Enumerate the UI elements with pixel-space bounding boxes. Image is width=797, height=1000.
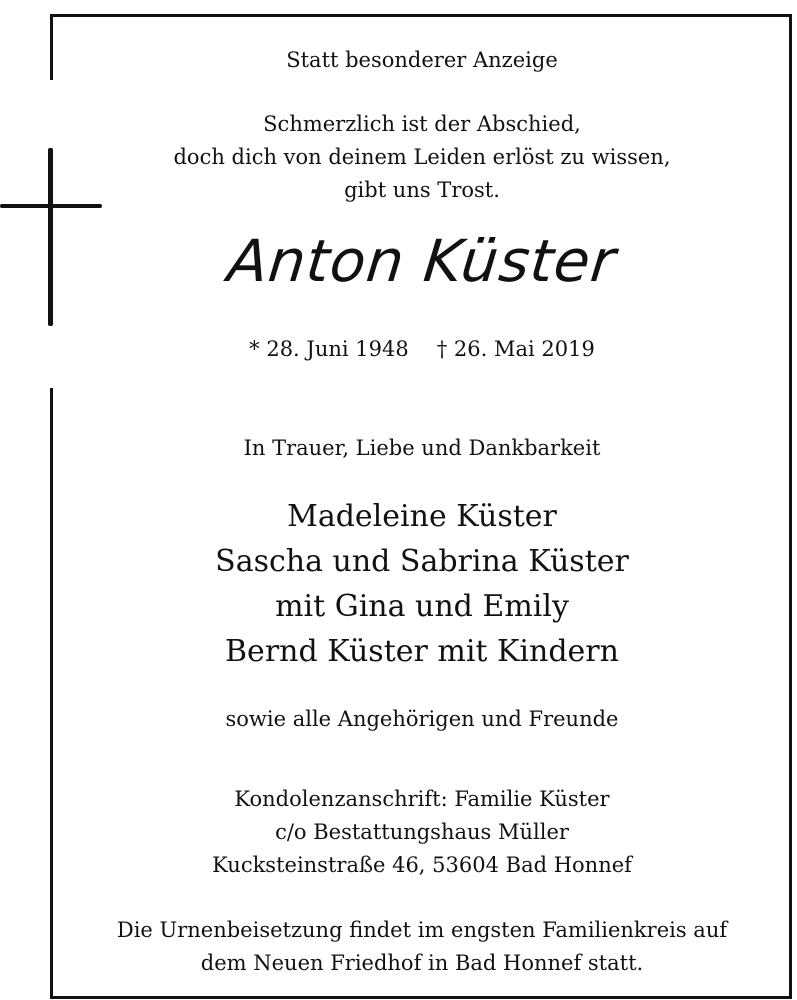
others-line: sowie alle Angehörigen und Freunde xyxy=(225,707,619,731)
quote xyxy=(52,108,792,207)
address-line: Kucksteinstraße 46, 53604 Bad Honnef xyxy=(212,853,632,877)
address-line: c/o Bestattungshaus Müller xyxy=(275,820,569,844)
burial-line: dem Neuen Friedhof in Bad Honnef statt. xyxy=(200,951,644,975)
family-member: Madeleine Küster xyxy=(287,499,557,534)
family-member: mit Gina und Emily xyxy=(275,589,569,624)
birth-date: * 28. Juni 1948 xyxy=(249,337,409,361)
quote-line: Schmerzlich ist der Abschied, xyxy=(263,112,581,136)
burial-note xyxy=(52,914,792,980)
frame-left-border-lower xyxy=(50,388,53,999)
life-dates xyxy=(52,333,792,366)
header-note: Statt besonderer Anzeige xyxy=(286,48,558,72)
frame-bottom-border xyxy=(52,996,792,999)
death-date: † 26. Mai 2019 xyxy=(436,337,595,361)
quote-line: doch dich von deinem Leiden erlöst zu wissen, xyxy=(173,145,671,169)
burial-line: Die Urnenbeisetzung findet im engsten Familienkreis auf xyxy=(116,918,728,942)
family-list xyxy=(52,494,792,674)
address-line: Kondolenzanschrift: Familie Küster xyxy=(234,787,610,811)
condolence-address xyxy=(52,783,792,882)
quote-line: gibt uns Trost. xyxy=(344,178,500,202)
deceased-name: Anton Küster xyxy=(224,227,620,295)
frame-top-border xyxy=(52,14,792,17)
mourning-line: In Trauer, Liebe und Dankbarkeit xyxy=(243,436,601,460)
family-member: Bernd Küster mit Kindern xyxy=(225,634,619,669)
family-member: Sascha und Sabrina Küster xyxy=(215,544,629,579)
